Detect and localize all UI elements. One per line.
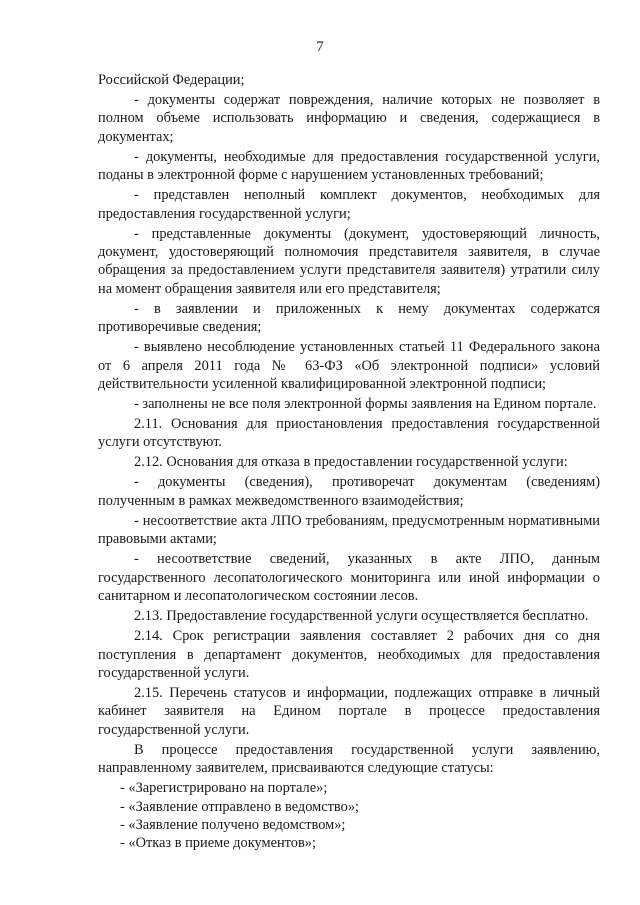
- paragraph: - несоответствие акта ЛПО требованиям, предусмотренным нормативными правовыми актами;: [98, 512, 600, 548]
- paragraph: - представлен неполный комплект документов, необходимых для предоставления государственной услуги;: [98, 187, 600, 222]
- status-item: - «Отказ в приеме документов»;: [120, 835, 316, 852]
- paragraph: 2.12. Основания для отказа в предоставлении государственной услуги:: [134, 454, 568, 471]
- paragraph: - документы, необходимые для предоставления государственной услуги, поданы в электронной форме с нарушением установленных требований;: [98, 148, 600, 184]
- paragraph: - документы содержат повреждения, наличие которых не позволяет в полном объеме использовать информацию и сведения, содержащиеся в документах;: [98, 92, 600, 145]
- paragraph: - заполнены не все поля электронной формы заявления на Едином портале.: [134, 396, 597, 413]
- paragraph: 2.15. Перечень статусов и информации, подлежащих отправке в личный кабинет заявителя на Едином портале в процессе предоставления государственной услуги.: [98, 684, 600, 738]
- paragraph: - выявлено несоблюдение установленных статьей 11 Федерального закона от 6 апреля 2011 года № 63-ФЗ «Об электронной подписи» условий действительности усиленной квалифицированной электронной подписи;: [98, 339, 600, 393]
- paragraph: Российской Федерации;: [98, 72, 245, 88]
- paragraph: 2.13. Предоставление государственной услуги осуществляется бесплатно.: [134, 608, 589, 625]
- paragraph: - несоответствие сведений, указанных в акте ЛПО, данным государственного лесопатологического мониторинга или иной информации о санитарном и лесопатологическом состоянии лесов.: [98, 551, 600, 605]
- paragraph: В процессе предоставления государственной услуги заявлению, направленному заявителем, присваиваются следующие статусы:: [98, 741, 600, 777]
- paragraph: - представленные документы (документ, удостоверяющий личность, документ, удостоверяющий полномочия представителя заявителя, в случае обращения за предоставлением услуги представителя заявителя) утратили силу на момент обращения заявителя или его представителя;: [98, 225, 600, 297]
- paragraph: 2.11. Основания для приостановления предоставления государственной услуги отсутствуют.: [98, 416, 600, 451]
- paragraph: - документы (сведения), противоречат документам (сведениям) полученным в рамках межведомственного взаимодействия;: [98, 474, 600, 509]
- page-number: 7: [316, 39, 324, 55]
- status-item: - «Заявление отправлено в ведомство»;: [120, 798, 360, 815]
- paragraph: 2.14. Срок регистрации заявления составляет 2 рабочих дня со дня поступления в департамент документов, необходимых для предоставления государственной услуги.: [98, 628, 600, 681]
- body-text: [98, 71, 600, 853]
- status-item: - «Зарегистрировано на портале»;: [120, 780, 328, 797]
- status-item: - «Заявление получено ведомством»;: [120, 816, 346, 833]
- paragraph: - в заявлении и приложенных к нему документах содержатся противоречивые сведения;: [98, 300, 600, 336]
